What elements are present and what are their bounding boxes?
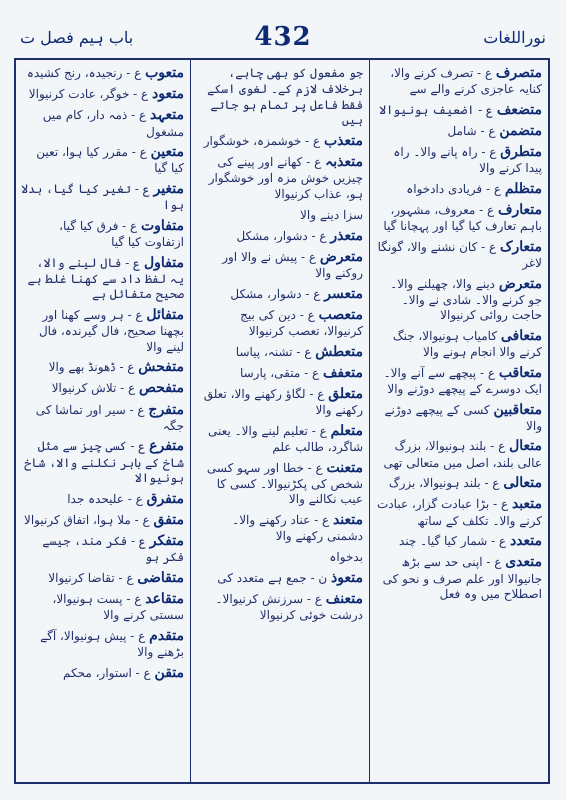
entry-definition: ع - دشوار، مشکل bbox=[236, 228, 327, 243]
entry-definition: ع - پست ہونیوالا، سستی کرنے والا bbox=[52, 592, 184, 623]
entry-headword: متعنف bbox=[325, 591, 363, 608]
entry-definition: ع - ملا ہوا، اتفاق کرنیوالا bbox=[23, 512, 150, 527]
dictionary-entry bbox=[376, 364, 542, 398]
entry-headword: متقاعد bbox=[145, 591, 184, 608]
dictionary-entry bbox=[197, 227, 363, 245]
entry-definition: ع - لگاؤ رکھنے والا، تعلق رکھنے والا bbox=[203, 387, 363, 418]
header-chapter: باب ہیم فصل ت bbox=[20, 28, 134, 47]
entry-headword: متعفف bbox=[322, 364, 363, 381]
dictionary-entry bbox=[197, 459, 363, 508]
entry-headword: متعدد bbox=[509, 533, 542, 550]
entry-definition: ع - خوشمزہ، خوشگوار bbox=[203, 133, 321, 148]
dictionary-entry bbox=[376, 143, 542, 177]
dictionary-entry bbox=[20, 306, 184, 355]
entry-definition: ع - ذمہ دار، کام میں مشغول bbox=[42, 108, 184, 139]
entry-definition: ع - تشنہ، پیاسا bbox=[235, 344, 312, 359]
entry-definition: ع - سرزنش کرنیوالا۔ درشت خوئی کرنیوالا bbox=[215, 592, 363, 623]
entry-headword: متفحش bbox=[138, 359, 184, 376]
dictionary-entry bbox=[197, 422, 363, 456]
dictionary-entry bbox=[197, 285, 363, 303]
entry-definition: ع - فال لینے والا، یہ لفظ داد سے کھنا غلط ہے صحیح متفائل ہے bbox=[27, 255, 184, 302]
entry-headword: متعطش bbox=[315, 343, 363, 360]
entry-headword: متفحص bbox=[139, 380, 184, 397]
dictionary-entry bbox=[20, 254, 184, 303]
dictionary-entry bbox=[376, 437, 542, 471]
entry-headword: متعہد bbox=[149, 107, 184, 124]
dictionary-entry bbox=[20, 664, 184, 682]
dictionary-entry bbox=[20, 64, 184, 82]
entry-definition: ع - شمار کیا گیا۔ چند bbox=[399, 534, 507, 549]
entry-headword: متضعف bbox=[496, 101, 542, 118]
entry-headword: متفاول bbox=[143, 254, 184, 271]
dictionary-entry bbox=[376, 532, 542, 550]
entry-definition: ع - پیچھے سے آنے والا۔ ایک دوسرے کے پیچھے دوڑنے والا bbox=[383, 365, 542, 397]
dictionary-entry bbox=[197, 248, 363, 282]
entry-headword: متعنت bbox=[326, 459, 363, 476]
dictionary-entry bbox=[197, 548, 363, 566]
entry-headword: متعرض bbox=[319, 248, 363, 265]
dictionary-entry bbox=[376, 122, 542, 140]
entry-headword: متعال bbox=[509, 438, 542, 455]
entry-headword: متفاوت bbox=[140, 217, 184, 234]
entry-headword: متعاقبین bbox=[493, 401, 542, 418]
dictionary-entry bbox=[20, 511, 184, 529]
entry-headword: متعذر bbox=[330, 227, 363, 244]
entry-definition: ع - خطا اور سہو کسی شخص کی پکڑنیوالا۔ کسی کا عیب نکالنے والا bbox=[206, 460, 363, 507]
entry-definition: ع - استوار، محکم bbox=[63, 665, 151, 680]
entry-definition: ع - بلند ہونیوالا، بزرگ عالی بلند، اصل میں متعالی تھی bbox=[383, 439, 542, 470]
page-frame bbox=[14, 58, 550, 784]
column-middle bbox=[190, 60, 370, 782]
dictionary-entry bbox=[20, 106, 184, 140]
entry-definition: ن - جمع ہے متعدد کی bbox=[217, 570, 328, 585]
entry-definition: ع - تعلیم لینے والا۔ یعنی شاگرد، طالب علم bbox=[208, 423, 363, 454]
entry-definition: ع - اضعیف ہونیوالا bbox=[379, 102, 494, 117]
entry-definition: سزا دینے والا bbox=[300, 207, 363, 222]
dictionary-entry bbox=[376, 495, 542, 529]
entry-definition: کامیاب ہونیوالا، جنگ کرنے والا انجام ہونے والا bbox=[392, 329, 542, 360]
entry-headword: متعلق bbox=[328, 386, 363, 403]
entry-definition: ع - بڑا عبادت گزار، عبادت کرنے والا۔ تکلف کے ساتھ bbox=[377, 497, 542, 528]
entry-headword: متعبد bbox=[511, 496, 542, 513]
dictionary-entry bbox=[376, 553, 542, 602]
entry-definition: ع - فکر مند، جیسے فکر ہو bbox=[42, 534, 184, 565]
entry-definition: جو مفعول کو بھی چاہے، برخلاف لازم کے۔ لغوی اسکے فقط فاعل پر تمام ہو جاتے ہیں bbox=[207, 66, 363, 128]
entry-definition: ع - تقاضا کرنیوالا bbox=[48, 570, 134, 585]
dictionary-entry bbox=[197, 590, 363, 624]
entry-headword: متقاضی bbox=[137, 569, 184, 586]
column-left bbox=[14, 60, 190, 782]
dictionary-entry bbox=[20, 143, 184, 177]
dictionary-entry bbox=[197, 132, 363, 150]
entry-headword: متطرق bbox=[500, 144, 542, 161]
dictionary-entry bbox=[376, 401, 542, 435]
entry-definition: بدخواہ bbox=[329, 549, 363, 564]
dictionary-entry bbox=[376, 64, 542, 98]
dictionary-entry bbox=[20, 590, 184, 624]
entry-definition: ع - معروف، مشہور، باہم تعارف کیا گیا اور پہچانا گیا bbox=[383, 203, 542, 234]
entry-definition: ع - علیحدہ جدا bbox=[67, 491, 143, 506]
entry-definition: ع - تلاش کرنیوالا bbox=[51, 381, 136, 396]
entry-definition: کسی کے پیچھے دوڑنے والا bbox=[384, 402, 542, 433]
dictionary-entry bbox=[20, 532, 184, 566]
dictionary-entry bbox=[376, 474, 542, 492]
entry-definition: ع - فرق کیا گیا، ازتفاوت کیا گیا bbox=[59, 218, 184, 249]
entry-headword: متعافی bbox=[500, 328, 542, 345]
page-header bbox=[20, 22, 546, 56]
entry-definition: ع - اپنی حد سے بڑھ جانیوالا اور علم صرف و نحو کی اصطلاح میں وہ فعل bbox=[382, 555, 542, 602]
entry-definition: ع - تصرف کرنے والا، کنایہ عاجزی کرنے والے سے bbox=[390, 66, 542, 97]
entry-headword: متعوب bbox=[145, 65, 184, 81]
entry-headword: متظلم bbox=[504, 180, 542, 197]
dictionary-entry bbox=[20, 217, 184, 251]
entry-headword: متفرع bbox=[149, 438, 184, 455]
dictionary-entry bbox=[20, 379, 184, 397]
entry-definition: ع - کھانے اور پینے کی چیزیں خوش مزہ اور خوشگوار ہو، عذاب کرنیوالا bbox=[208, 155, 363, 201]
dictionary-entry bbox=[376, 275, 542, 324]
dictionary-entry bbox=[376, 101, 542, 119]
dictionary-entry bbox=[20, 437, 184, 486]
entry-headword: متفرق bbox=[146, 490, 184, 507]
entry-headword: متعذب bbox=[323, 132, 363, 149]
entry-definition: ع - سیر اور تماشا کی جگہ bbox=[35, 402, 184, 433]
entry-definition: ع - تغیر کیا گیا، بدلا ہوا bbox=[21, 181, 184, 213]
entry-definition: ع - کسی چیز سے مثل شاخ کے باہر نکلنے والا، شاخ ہونیوالا bbox=[24, 439, 184, 486]
entry-headword: متعذبہ bbox=[325, 154, 363, 171]
entry-headword: متعاقب bbox=[498, 364, 542, 381]
entry-definition: ع - راہ پانے والا۔ راہ پیدا کرنے والا bbox=[393, 145, 542, 176]
dictionary-entry bbox=[20, 569, 184, 587]
entry-definition: ع - مقرر کیا ہوا، تعین کیا گیا bbox=[36, 145, 184, 176]
entry-definition: ع - رنجیدہ، رنج کشیدہ bbox=[26, 66, 142, 80]
dictionary-entry bbox=[197, 64, 363, 129]
entry-headword: متعدی bbox=[505, 554, 542, 571]
dictionary-entry bbox=[376, 201, 542, 235]
dictionary-entry bbox=[376, 327, 542, 361]
dictionary-entry bbox=[197, 306, 363, 340]
dictionary-entry bbox=[20, 490, 184, 508]
entry-definition: ع - متقی، پارسا bbox=[239, 365, 320, 380]
entry-definition: دینے والا، چھیلنے والا۔ جو کرنے والا۔ شادی نے والا۔ حاجت روائی کرنیوالا bbox=[390, 276, 542, 323]
entry-definition: ع - خوگر، عادت کرنیوالا bbox=[28, 87, 149, 102]
entry-headword: متفق bbox=[153, 511, 184, 528]
dictionary-entry bbox=[20, 401, 184, 435]
entry-definition: ع - پیش ہونیوالا، آگے بڑھنے والا bbox=[40, 628, 184, 660]
column-right bbox=[370, 60, 548, 782]
dictionary-entry bbox=[197, 206, 363, 224]
entry-definition: ع - ڈھونڈ بھے والا bbox=[48, 360, 135, 375]
entry-headword: متقن bbox=[154, 664, 184, 681]
dictionary-entry bbox=[20, 627, 184, 661]
entry-definition: ع - پیش نے والا اور روکنے والا bbox=[222, 249, 363, 281]
dictionary-entry bbox=[197, 343, 363, 361]
entry-headword: متعوذ bbox=[331, 569, 363, 586]
dictionary-entry bbox=[20, 85, 184, 103]
entry-headword: متعالی bbox=[503, 475, 542, 492]
page-number: 432 bbox=[254, 22, 312, 52]
dictionary-entry bbox=[197, 569, 363, 587]
dictionary-entry bbox=[197, 153, 363, 202]
dictionary-entry bbox=[197, 364, 363, 382]
entry-definition: ع - دشوار، مشکل bbox=[230, 286, 321, 301]
entry-headword: متعود bbox=[152, 86, 184, 103]
entry-headword: متعارک bbox=[499, 238, 542, 255]
dictionary-entry bbox=[197, 385, 363, 419]
entry-headword: متفرج bbox=[148, 401, 184, 418]
entry-headword: متفکر bbox=[149, 533, 184, 550]
entry-definition: ع - عناد رکھنے والا۔ دشمنی رکھنے والا bbox=[232, 512, 363, 544]
entry-headword: متغیر bbox=[153, 180, 184, 197]
entry-headword: متصرف bbox=[495, 65, 542, 81]
entry-headword: متعلم bbox=[330, 422, 363, 439]
entry-definition: ع - فریادی دادخواہ bbox=[406, 181, 501, 196]
dictionary-entry bbox=[20, 358, 184, 376]
header-book-title: نوراللغات bbox=[483, 28, 546, 47]
dictionary-entry bbox=[197, 511, 363, 545]
dictionary-entry bbox=[376, 180, 542, 198]
entry-definition: ع - ہر وسے کھنا اور بچھنا صحیح، فال گیرندہ، فال لینے والا bbox=[38, 307, 184, 354]
entry-headword: متعسر bbox=[324, 285, 363, 302]
entry-definition: ع - کان نشنے والا، گونگا لاغر bbox=[377, 239, 542, 271]
entry-headword: متفائل bbox=[146, 306, 184, 323]
entry-headword: متعین bbox=[150, 144, 184, 161]
entry-headword: متضمن bbox=[499, 122, 542, 139]
entry-headword: متعارف bbox=[497, 202, 542, 219]
entry-definition: ع - شامل bbox=[447, 123, 496, 138]
entry-headword: متعصب bbox=[318, 306, 363, 323]
dictionary-entry bbox=[376, 238, 542, 272]
entry-headword: متعرض bbox=[498, 275, 542, 292]
dictionary-entry bbox=[20, 180, 184, 214]
entry-definition: ع - بلند ہونیوالا، بزرگ bbox=[388, 476, 500, 491]
entry-headword: متقدم bbox=[149, 627, 184, 644]
entry-headword: متعند bbox=[332, 511, 363, 528]
entry-definition: ع - دین کی بیج کرنیوالا، تعصب کرنیوالا bbox=[240, 307, 363, 339]
